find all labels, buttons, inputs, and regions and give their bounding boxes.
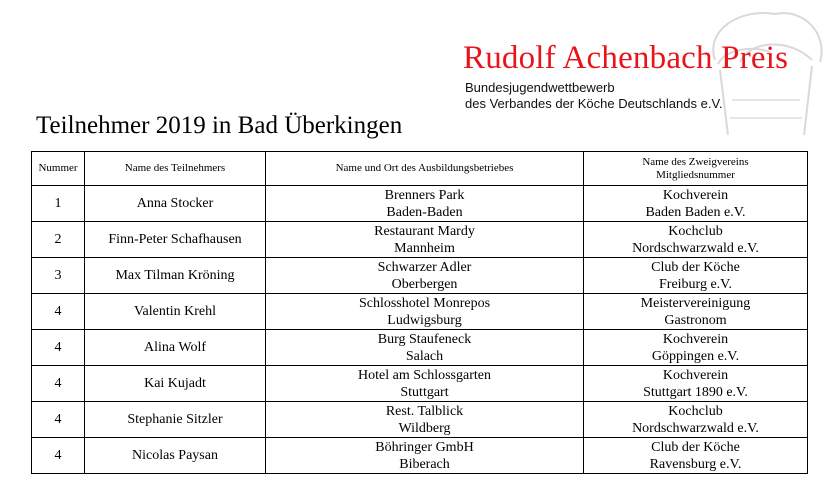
- cell-club: [584, 258, 808, 294]
- cell-participant-name-name: Stephanie Sitzler: [127, 412, 223, 427]
- cell-company-company: Restaurant Mardy: [374, 223, 475, 239]
- cell-club-club-place: Stuttgart 1890 e.V.: [643, 384, 748, 400]
- cell-participant-name-name: Finn-Peter Schafhausen: [108, 232, 242, 247]
- cell-number-number: 2: [54, 232, 62, 247]
- brand-subtitle-2: des Verbandes der Köche Deutschlands e.V.: [465, 96, 723, 111]
- cell-number: [32, 186, 85, 222]
- cell-club-club: Kochclub: [668, 403, 723, 419]
- cell-club-club-place: Freiburg e.V.: [659, 276, 732, 292]
- cell-number: [32, 330, 85, 366]
- cell-club-club: Meistervereinigung: [640, 295, 751, 311]
- cell-participant-name-name: Alina Wolf: [144, 340, 206, 355]
- cell-participant-name: [85, 330, 266, 366]
- cell-number-number: 4: [54, 304, 62, 319]
- cell-company: [266, 294, 584, 330]
- cell-club: [584, 366, 808, 402]
- cell-company: [266, 438, 584, 474]
- cell-company-city: Wildberg: [398, 420, 451, 436]
- brand-subtitle-1: Bundesjugendwettbewerb: [465, 80, 615, 95]
- cell-participant-name: [85, 186, 266, 222]
- table-row: [32, 222, 808, 258]
- table-header-row: [32, 152, 808, 186]
- page-title: Teilnehmer 2019 in Bad Überkingen: [36, 112, 403, 139]
- cell-club-club-place: Göppingen e.V.: [651, 348, 740, 364]
- cell-number-number: 4: [54, 376, 62, 391]
- table-row: [32, 438, 808, 474]
- cell-company-company: Brenners Park: [384, 187, 465, 203]
- cell-company-city: Baden-Baden: [386, 204, 463, 220]
- cell-participant-name: [85, 294, 266, 330]
- cell-participant-name: [85, 438, 266, 474]
- cell-company-company: Schlosshotel Monrepos: [358, 295, 491, 311]
- cell-club-club-place: Nordschwarzwald e.V.: [632, 240, 759, 256]
- cell-company: [266, 402, 584, 438]
- cell-club-club: Kochverein: [662, 331, 729, 347]
- cell-club-club: Kochverein: [662, 187, 729, 203]
- cell-participant-name-name: Anna Stocker: [136, 196, 214, 211]
- cell-participant-name: [85, 366, 266, 402]
- cell-club: [584, 402, 808, 438]
- cell-number-number: 4: [54, 448, 62, 463]
- cell-club: [584, 330, 808, 366]
- header-club: [584, 152, 808, 186]
- cell-number-number: 3: [54, 268, 62, 283]
- cell-number-number: 4: [54, 412, 62, 427]
- cell-company-company: Hotel am Schlossgarten: [358, 367, 491, 383]
- cell-company: [266, 366, 584, 402]
- cell-company-city: Ludwigsburg: [387, 312, 462, 328]
- cell-participant-name-name: Kai Kujadt: [144, 376, 206, 391]
- cell-number: [32, 258, 85, 294]
- cell-number-number: 4: [54, 340, 62, 355]
- header-club-line2: Mitgliedsnummer: [656, 168, 735, 181]
- table-row: [32, 258, 808, 294]
- cell-club: [584, 186, 808, 222]
- cell-club-club: Club der Köche: [651, 439, 740, 455]
- cell-company-city: Mannheim: [394, 240, 455, 256]
- cell-company-company: Böhringer GmbH: [375, 439, 474, 455]
- table-row: [32, 402, 808, 438]
- cell-club: [584, 438, 808, 474]
- cell-participant-name: [85, 222, 266, 258]
- cell-participant-name-name: Valentin Krehl: [133, 304, 217, 319]
- cell-company-company: Rest. Talblick: [385, 403, 464, 419]
- participants-table: [31, 151, 808, 474]
- cell-participant-name-name: Max Tilman Kröning: [115, 268, 235, 283]
- cell-club-club: Club der Köche: [651, 259, 740, 275]
- table-row: [32, 366, 808, 402]
- cell-club-club: Kochverein: [662, 367, 729, 383]
- cell-company-company: Schwarzer Adler: [377, 259, 472, 275]
- cell-company: [266, 186, 584, 222]
- table-row: [32, 294, 808, 330]
- cell-club: [584, 222, 808, 258]
- cell-number: [32, 366, 85, 402]
- cell-number: [32, 402, 85, 438]
- header-club-line1: Name des Zweigvereins: [642, 155, 749, 168]
- cell-company-city: Oberbergen: [391, 276, 458, 292]
- cell-company-city: Stuttgart: [400, 384, 449, 400]
- cell-company: [266, 258, 584, 294]
- cell-company: [266, 222, 584, 258]
- cell-club-club-place: Baden Baden e.V.: [645, 204, 746, 220]
- cell-participant-name-name: Nicolas Paysan: [132, 448, 218, 463]
- brand-title: Rudolf Achenbach Preis: [463, 40, 789, 76]
- table-row: [32, 330, 808, 366]
- cell-company-company: Burg Staufeneck: [377, 331, 472, 347]
- cell-club-club-place: Nordschwarzwald e.V.: [632, 420, 759, 436]
- cell-club-club-place: Ravensburg e.V.: [649, 456, 742, 472]
- header-participant: Name des Teilnehmers: [85, 152, 266, 186]
- cell-participant-name: [85, 402, 266, 438]
- cell-club-club-place: Gastronom: [664, 312, 727, 328]
- header-number: Nummer: [32, 152, 85, 186]
- cell-company: [266, 330, 584, 366]
- table-row: [32, 186, 808, 222]
- cell-number-number: 1: [54, 196, 62, 211]
- cell-club: [584, 294, 808, 330]
- cell-number: [32, 294, 85, 330]
- cell-number: [32, 438, 85, 474]
- cell-company-city: Salach: [405, 348, 444, 364]
- cell-number: [32, 222, 85, 258]
- cell-company-city: Biberach: [399, 456, 450, 472]
- cell-club-club: Kochclub: [668, 223, 723, 239]
- cell-participant-name: [85, 258, 266, 294]
- header-company: Name und Ort des Ausbildungsbetriebes: [266, 152, 584, 186]
